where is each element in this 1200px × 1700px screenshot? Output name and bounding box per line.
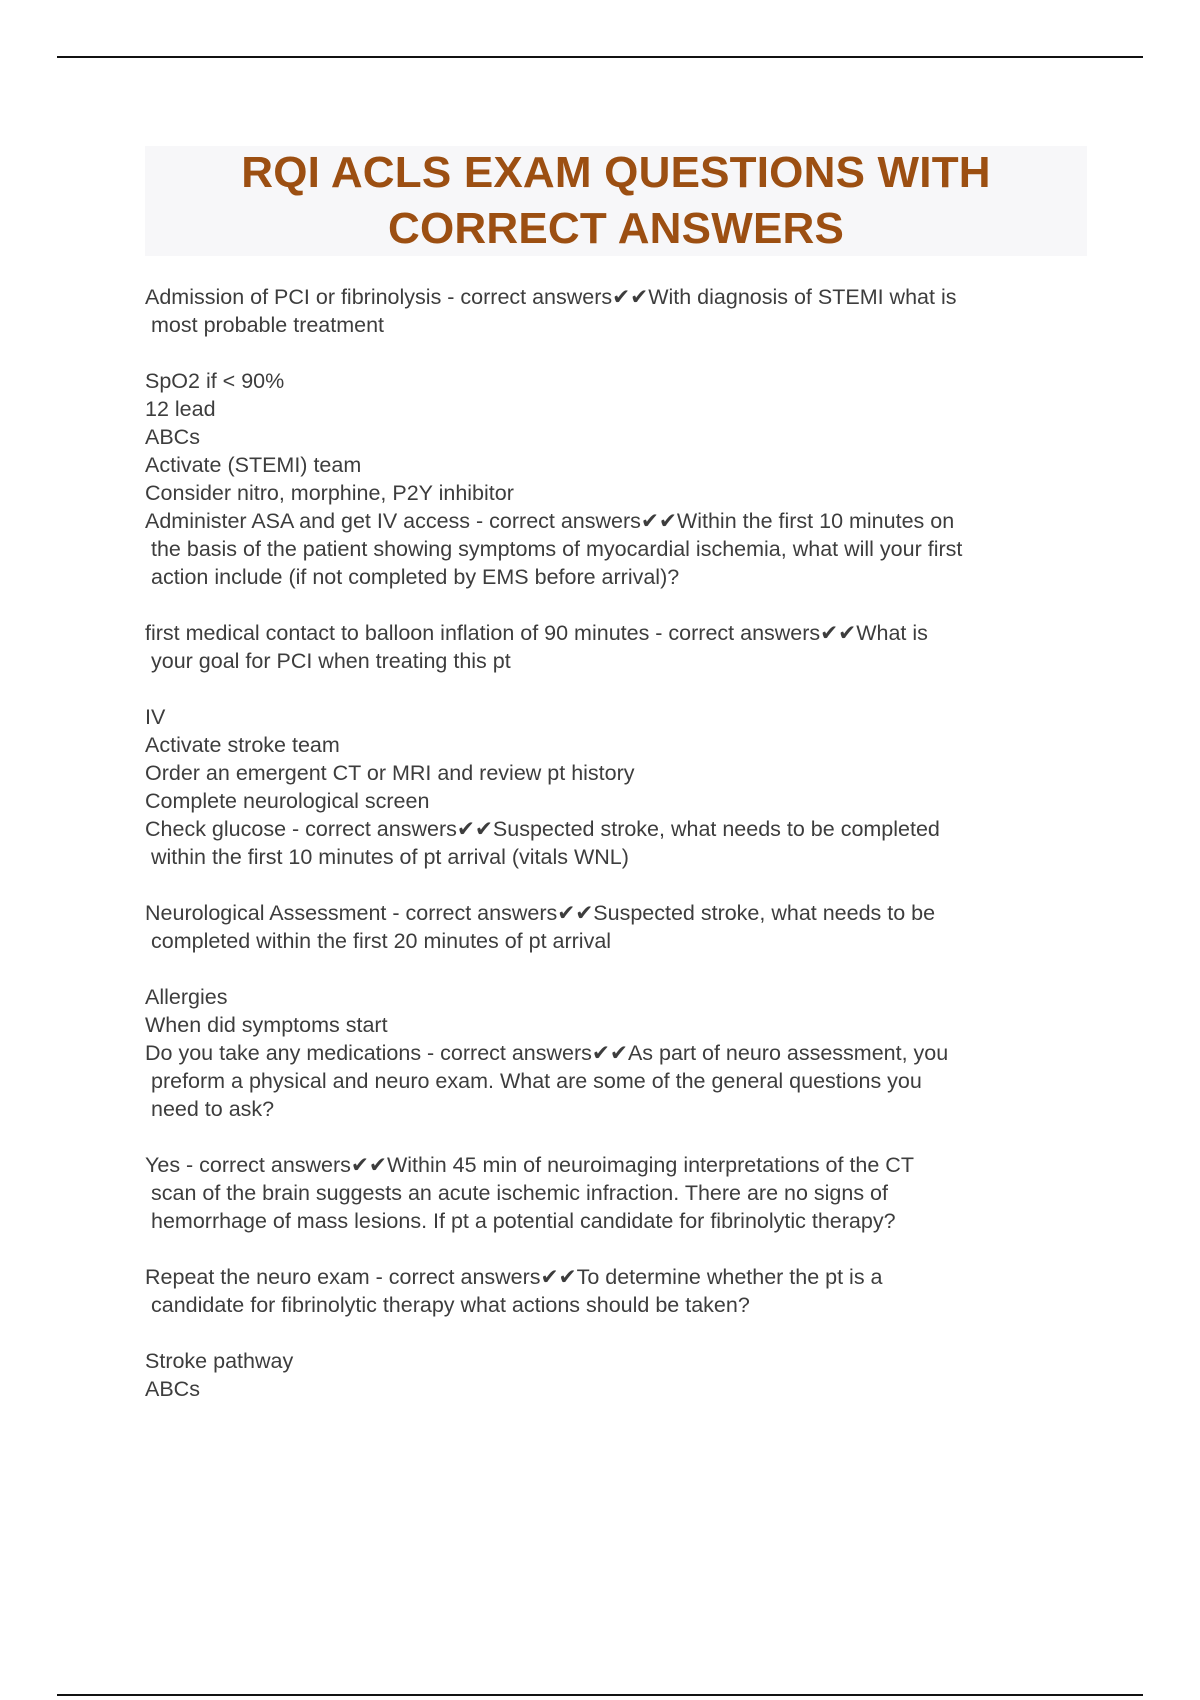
qa-block-3 xyxy=(145,619,1095,675)
page-title-line-2: CORRECT ANSWERS xyxy=(387,204,845,253)
qa-block-9 xyxy=(145,1347,1095,1403)
text-line: action include (if not completed by EMS before arrival)? xyxy=(151,565,680,589)
page-title-line-1: RQI ACLS EXAM QUESTIONS WITH xyxy=(241,148,991,197)
text-line: Check glucose - correct answers✔✔Suspected stroke, what needs to be completed xyxy=(145,817,940,841)
text-line: When did symptoms start xyxy=(145,1013,388,1037)
qa-block-7 xyxy=(145,1151,1095,1235)
text-line: ABCs xyxy=(145,1377,200,1401)
qa-block-2 xyxy=(145,367,1095,591)
text-line: IV xyxy=(145,705,166,729)
text-line: Administer ASA and get IV access - correct answers✔✔Within the first 10 minutes on xyxy=(145,509,955,533)
text-line: Allergies xyxy=(145,985,228,1009)
text-line: Stroke pathway xyxy=(145,1349,294,1373)
title-banner xyxy=(145,146,1087,256)
text-line: hemorrhage of mass lesions. If pt a potential candidate for fibrinolytic therapy? xyxy=(151,1209,896,1233)
text-line: Admission of PCI or fibrinolysis - correct answers✔✔With diagnosis of STEMI what is xyxy=(145,285,957,309)
text-line: completed within the first 20 minutes of pt arrival xyxy=(151,929,612,953)
text-line: need to ask? xyxy=(151,1097,275,1121)
qa-block-8 xyxy=(145,1263,1095,1319)
text-line: your goal for PCI when treating this pt xyxy=(151,649,511,673)
bottom-rule xyxy=(57,1694,1143,1696)
text-line: first medical contact to balloon inflation of 90 minutes - correct answers✔✔What is xyxy=(145,621,928,645)
text-line: Consider nitro, morphine, P2Y inhibitor xyxy=(145,481,514,505)
qa-block-4 xyxy=(145,703,1095,871)
text-line: 12 lead xyxy=(145,397,216,421)
qa-block-6 xyxy=(145,983,1095,1123)
top-rule xyxy=(57,56,1143,58)
text-line: Do you take any medications - correct answers✔✔As part of neuro assessment, you xyxy=(145,1041,949,1065)
text-line: ABCs xyxy=(145,425,200,449)
text-line: Repeat the neuro exam - correct answers✔✔To determine whether the pt is a xyxy=(145,1265,883,1289)
text-line: Order an emergent CT or MRI and review pt history xyxy=(145,761,635,785)
text-line: candidate for fibrinolytic therapy what actions should be taken? xyxy=(151,1293,750,1317)
qa-block-5 xyxy=(145,899,1095,955)
text-line: the basis of the patient showing symptoms of myocardial ischemia, what will your first xyxy=(151,537,963,561)
text-line: within the first 10 minutes of pt arrival (vitals WNL) xyxy=(151,845,629,869)
text-line: SpO2 if < 90% xyxy=(145,369,285,393)
text-line: preform a physical and neuro exam. What are some of the general questions you xyxy=(151,1069,922,1093)
text-line: most probable treatment xyxy=(151,313,385,337)
text-line: Yes - correct answers✔✔Within 45 min of neuroimaging interpretations of the CT xyxy=(145,1153,914,1177)
text-line: scan of the brain suggests an acute ischemic infraction. There are no signs of xyxy=(151,1181,888,1205)
qa-content xyxy=(145,283,1095,1403)
text-line: Neurological Assessment - correct answers✔✔Suspected stroke, what needs to be xyxy=(145,901,936,925)
text-line: Activate (STEMI) team xyxy=(145,453,362,477)
text-line: Complete neurological screen xyxy=(145,789,430,813)
qa-block-1 xyxy=(145,283,1095,339)
text-line: Activate stroke team xyxy=(145,733,340,757)
